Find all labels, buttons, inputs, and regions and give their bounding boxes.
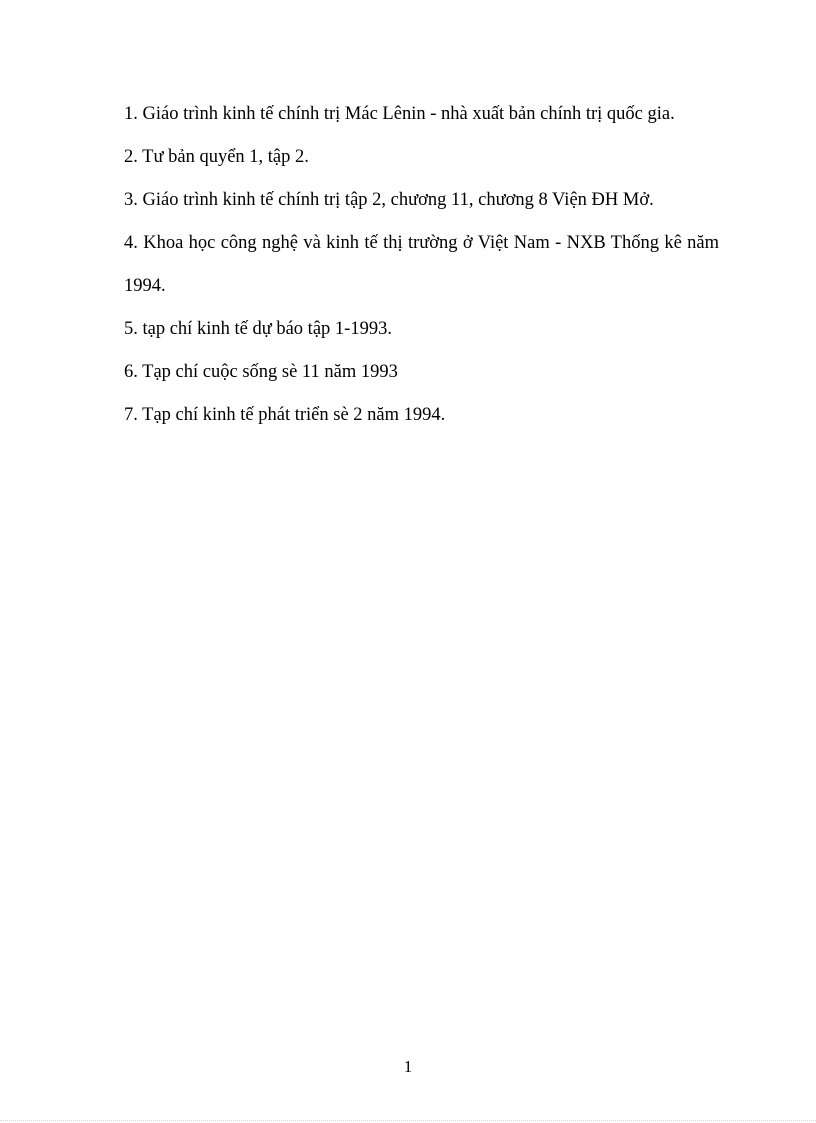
reference-item: 3. Giáo trình kinh tế chính trị tập 2, chương 11, chương 8 Viện ĐH Mở. [124, 190, 654, 210]
reference-item: 6. Tạp chí cuộc sống sè 11 năm 1993 [124, 362, 398, 382]
reference-item: 4. Khoa học công nghệ và kinh tế thị trường ở Việt Nam - NXB Thống kê năm 1994. [124, 233, 719, 296]
page-bottom-divider [0, 1120, 816, 1121]
page-number: 1 [403, 1057, 413, 1076]
reference-item: 7. Tạp chí kinh tế phát triển sè 2 năm 1994. [124, 405, 446, 425]
reference-item: 1. Giáo trình kinh tế chính trị Mác Lênin - nhà xuất bản chính trị quốc gia. [124, 104, 675, 124]
reference-item: 5. tạp chí kinh tế dự báo tập 1-1993. [124, 319, 392, 339]
reference-list [124, 93, 719, 437]
reference-item: 2. Tư bản quyển 1, tập 2. [124, 147, 309, 167]
